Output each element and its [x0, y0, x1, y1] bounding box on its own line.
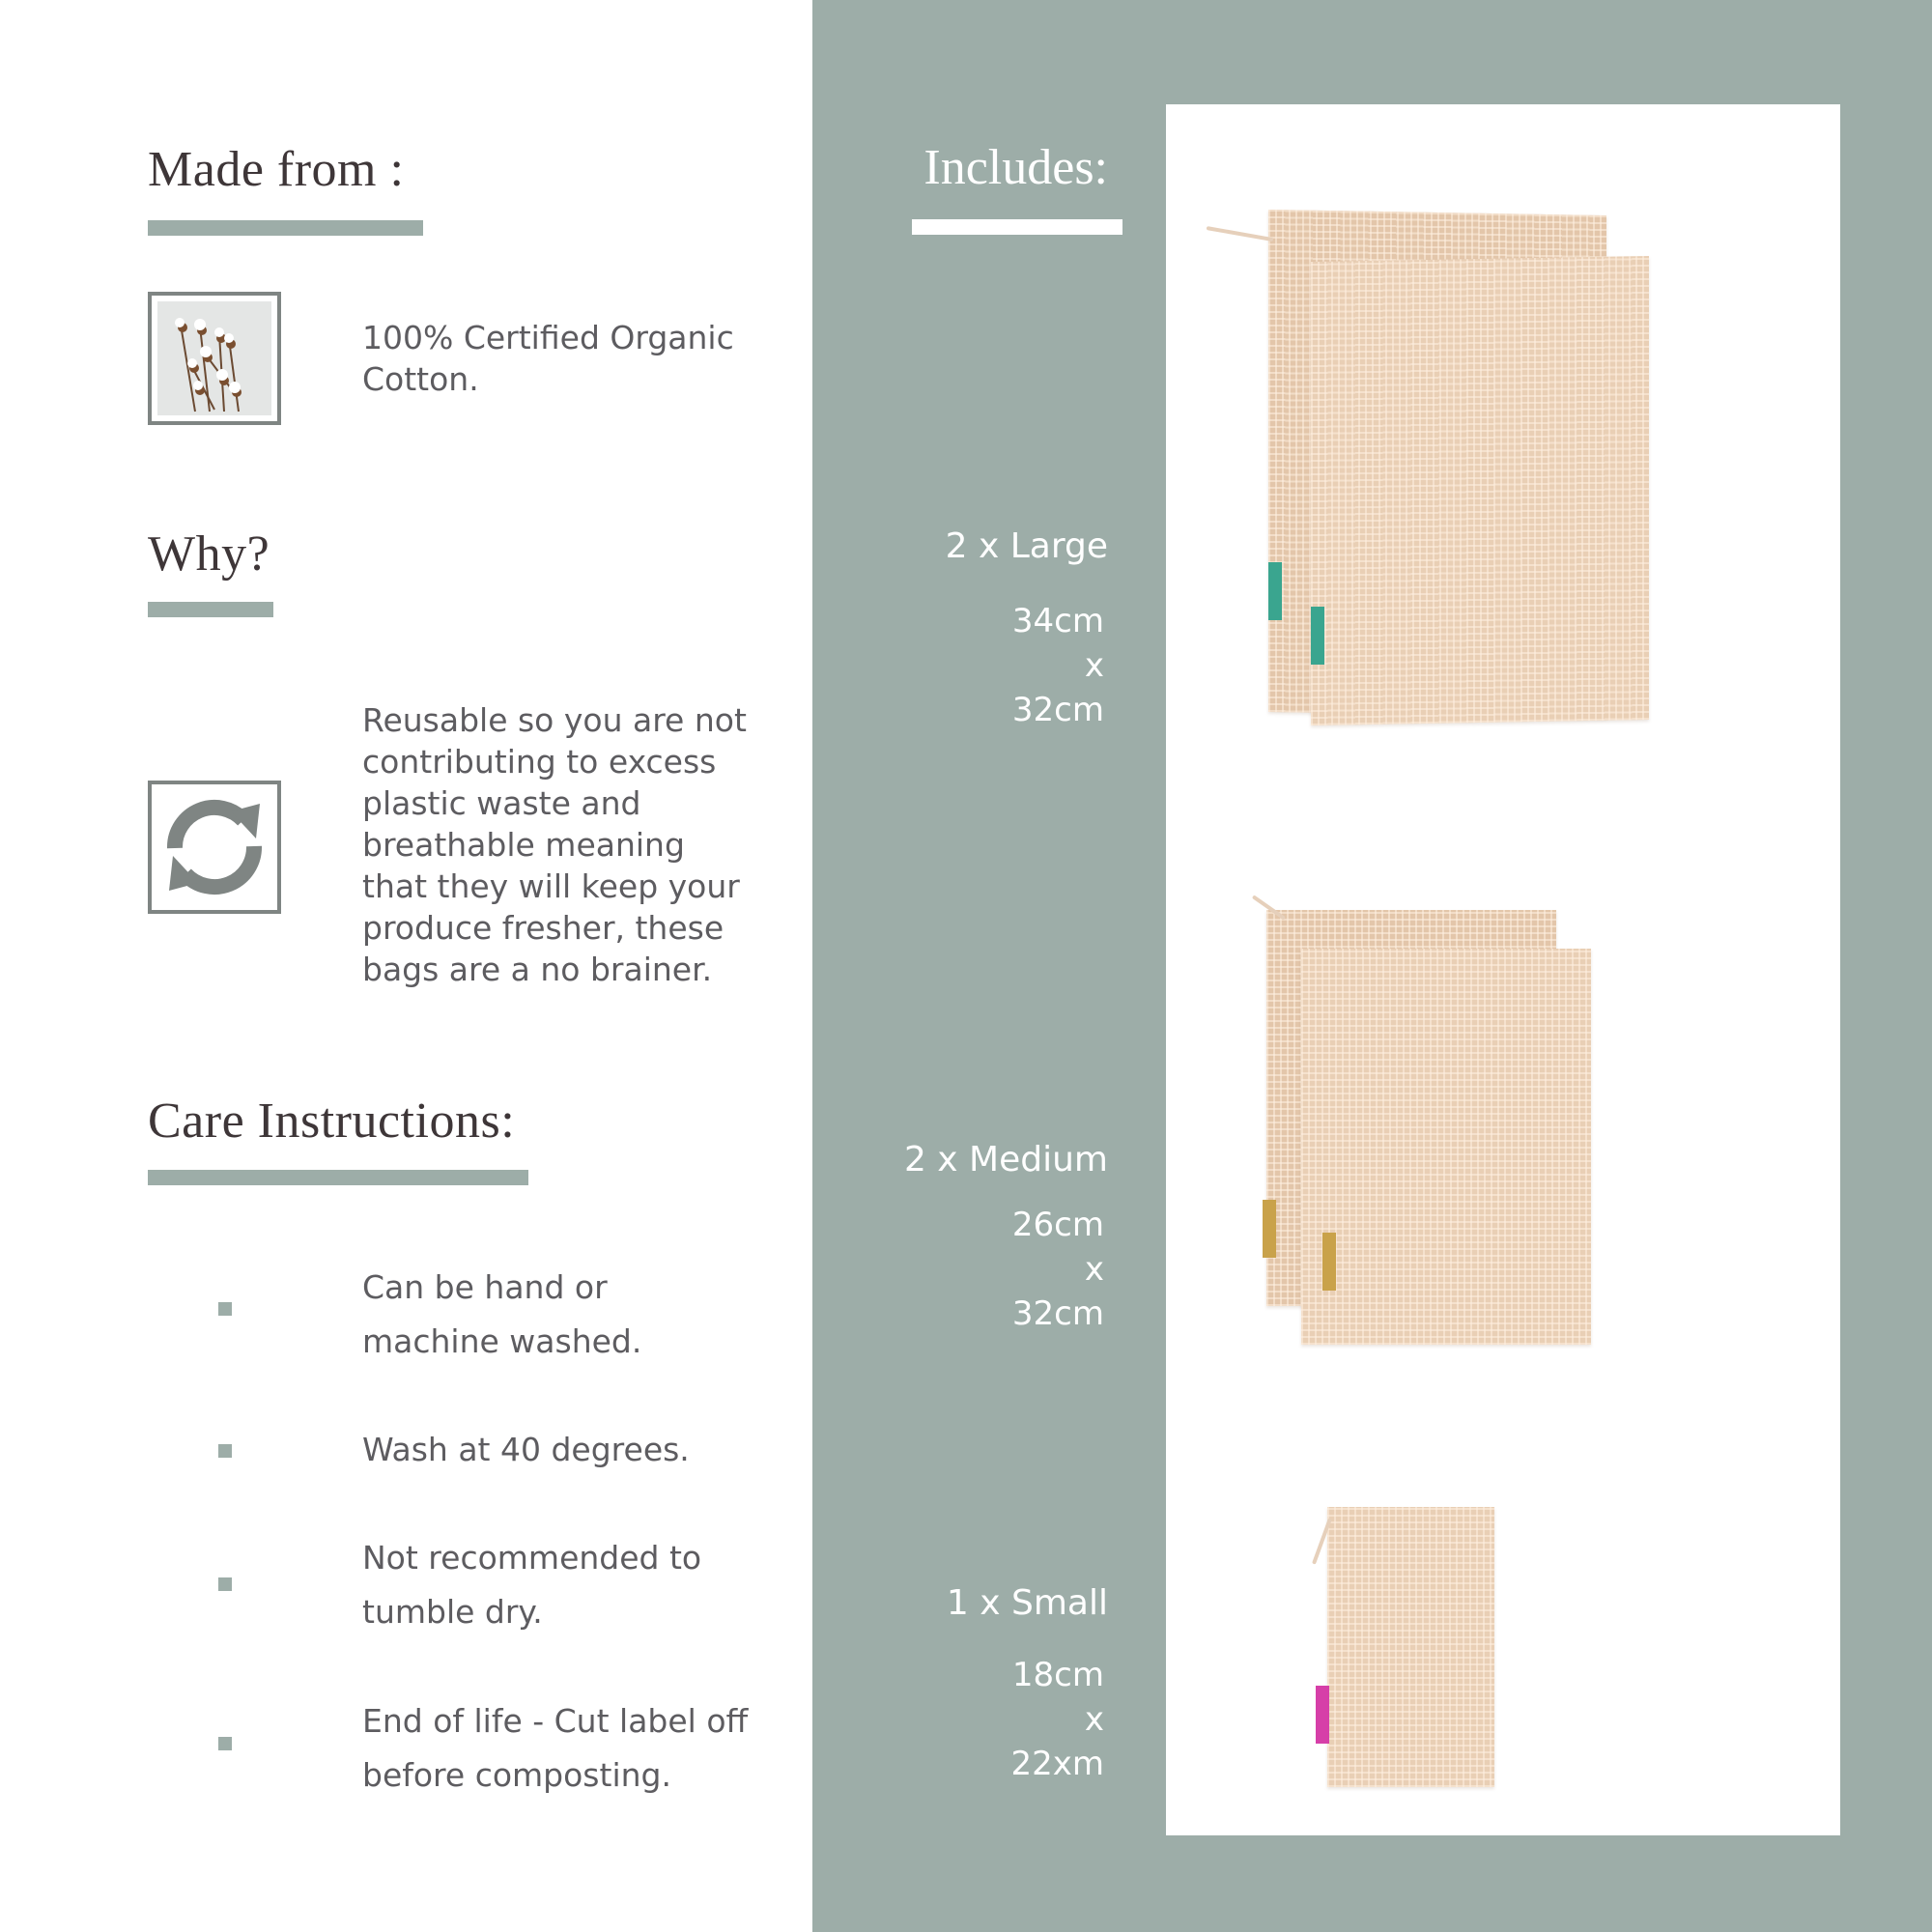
- size-dimensions-small: [1010, 1653, 1104, 1786]
- care-item: [362, 1261, 641, 1369]
- why-text: [362, 699, 747, 990]
- dimension-separator: x: [1084, 1250, 1104, 1289]
- dimension-height: 32cm: [1011, 691, 1104, 729]
- dimension-height: 32cm: [1011, 1294, 1104, 1333]
- cotton-plant-icon: [152, 296, 277, 421]
- size-label-large: 2 x Large: [945, 526, 1108, 566]
- why-underline: [148, 602, 273, 617]
- product-photo-box: [1166, 104, 1840, 1835]
- made-from-line: Cotton.: [362, 360, 479, 398]
- large-bag-front-image: [1311, 256, 1649, 725]
- label-tag-gold: [1263, 1200, 1276, 1258]
- medium-bag-front-image: [1301, 949, 1591, 1345]
- why-line: plastic waste and: [362, 784, 641, 822]
- bullet-square-icon: [218, 1737, 232, 1750]
- label-tag-gold: [1322, 1233, 1336, 1291]
- made-from-text: [362, 317, 734, 400]
- care-item-line: Can be hand or: [362, 1268, 608, 1306]
- recycle-icon-box: [148, 781, 281, 914]
- bullet-square-icon: [218, 1577, 232, 1591]
- dimension-width: 26cm: [1011, 1206, 1104, 1244]
- cotton-plant-photo: [148, 292, 281, 425]
- size-label-medium: 2 x Medium: [903, 1140, 1108, 1179]
- made-from-heading: Made from :: [148, 142, 405, 197]
- care-item-line: machine washed.: [362, 1322, 642, 1360]
- small-bag-image: [1327, 1507, 1494, 1787]
- why-line: bags are a no brainer.: [362, 951, 713, 988]
- care-item-line: tumble dry.: [362, 1593, 543, 1631]
- care-underline: [148, 1170, 528, 1185]
- made-from-underline: [148, 220, 423, 236]
- includes-underline: [912, 219, 1122, 235]
- dimension-width: 18cm: [1011, 1656, 1104, 1694]
- care-item-line: Wash at 40 degrees.: [362, 1431, 690, 1468]
- label-tag-teal: [1311, 607, 1324, 665]
- bullet-square-icon: [218, 1444, 232, 1458]
- size-label-small: 1 x Small: [946, 1583, 1108, 1623]
- dimension-separator: x: [1084, 1700, 1104, 1739]
- care-heading: Care Instructions:: [148, 1094, 516, 1149]
- dimension-separator: x: [1084, 646, 1104, 685]
- label-tag-teal: [1268, 562, 1282, 620]
- bullet-square-icon: [218, 1302, 232, 1316]
- label-tag-pink: [1316, 1686, 1329, 1744]
- recycle-arrows-icon: [152, 784, 277, 910]
- dimension-height: 22xm: [1010, 1745, 1104, 1783]
- why-line: produce fresher, these: [362, 909, 724, 947]
- care-item-line: before composting.: [362, 1756, 671, 1794]
- drawstring: [1207, 226, 1274, 242]
- includes-heading: Includes:: [923, 140, 1108, 195]
- care-item: [362, 1423, 690, 1477]
- care-item: [362, 1531, 701, 1639]
- why-line: contributing to excess: [362, 743, 717, 781]
- why-line: Reusable so you are not: [362, 701, 747, 739]
- why-line: breathable meaning: [362, 826, 685, 864]
- size-dimensions-medium: [1012, 1203, 1104, 1336]
- why-heading: Why?: [148, 526, 270, 582]
- dimension-width: 34cm: [1011, 602, 1104, 640]
- care-item-line: End of life - Cut label off: [362, 1702, 749, 1740]
- care-item-line: Not recommended to: [362, 1539, 702, 1577]
- made-from-line: 100% Certified Organic: [362, 319, 734, 356]
- size-dimensions-large: [1012, 599, 1104, 732]
- why-line: that they will keep your: [362, 867, 740, 905]
- care-item: [362, 1694, 748, 1803]
